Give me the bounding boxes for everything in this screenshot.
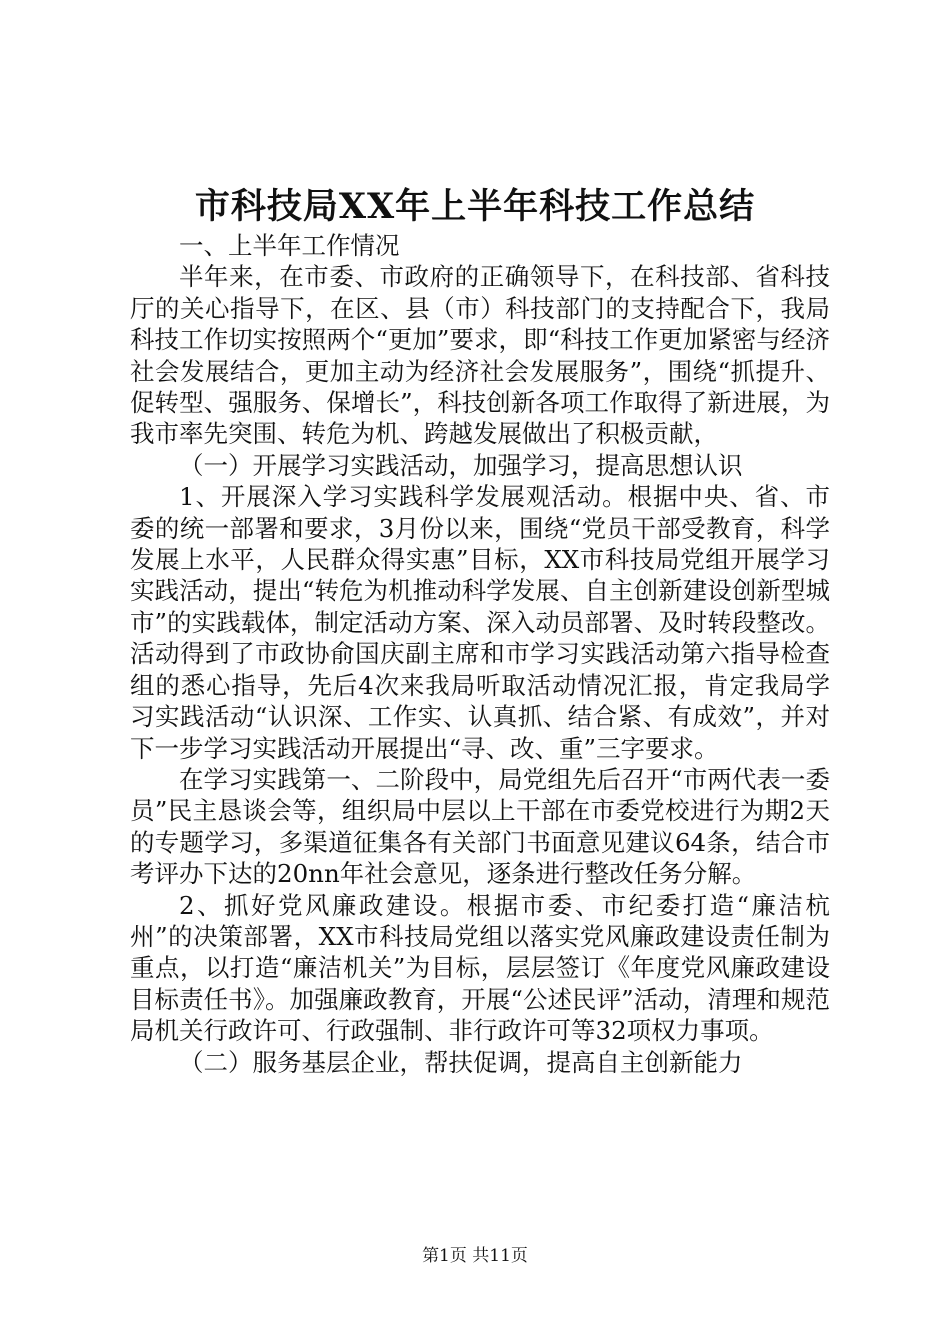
paragraph: 在学习实践第一、二阶段中，局党组先后召开“市两代表一委员”民主恳谈会等，组织局中层以上干部在市委党校进行为期2天的专题学习，多渠道征集各有关部门书面意见建议64条，结合市考评办下达的20nn年社会意见，逐条进行整改任务分解。 <box>130 764 830 889</box>
section-heading: 一、上半年工作情况 <box>179 231 400 260</box>
page-number-footer: 第1页 共11页 <box>422 1246 528 1266</box>
paragraph: 半年来，在市委、市政府的正确领导下，在科技部、省科技厅的关心指导下，在区、县（市）科技部门的支持配合下，我局科技工作切实按照两个“更加”要求，即“科技工作更加紧密与经济社会发展结合，更加主动为经济社会发展服务”，围绕“抓提升、促转型、强服务、保增长”，科技创新各项工作取得了新进展，为我市率先突围、转危为机、跨越发展做出了积极贡献， <box>130 262 830 449</box>
subsection-heading: （二）服务基层企业，帮扶促调，提高自主创新能力 <box>179 1047 743 1077</box>
document-title: 市科技局XX年上半年科技工作总结 <box>194 186 756 227</box>
paragraph: 1、开展深入学习实践科学发展观活动。根据中央、省、市委的统一部署和要求，3月份以来，围绕“党员干部受教育，科学发展上水平，人民群众得实惠”目标，XX市科技局党组开展学习实践活动，提出“转危为机推动科学发展、自主创新建设创新型城市”的实践载体，制定活动方案、深入动员部署、及时转段整改。活动得到了市政协俞国庆副主席和市学习实践活动第六指导检查组的悉心指导，先后4次来我局听取活动情况汇报，肯定我局学习实践活动“认识深、工作实、认真抓、结合紧、有成效”，并对下一步学习实践活动开展提出“寻、改、重”三字要求。 <box>130 482 830 763</box>
paragraph: 2、抓好党风廉政建设。根据市委、市纪委打造“廉洁杭州”的决策部署，XX市科技局党组以落实党风廉政建设责任制为重点，以打造“廉洁机关”为目标，层层签订《年度党风廉政建设目标责任书》。加强廉政教育，开展“公述民评”活动，清理和规范局机关行政许可、行政强制、非行政许可等32项权力事项。 <box>130 890 830 1046</box>
subsection-heading: （一）开展学习实践活动，加强学习，提高思想认识 <box>179 450 743 480</box>
document-body <box>130 230 830 1078</box>
